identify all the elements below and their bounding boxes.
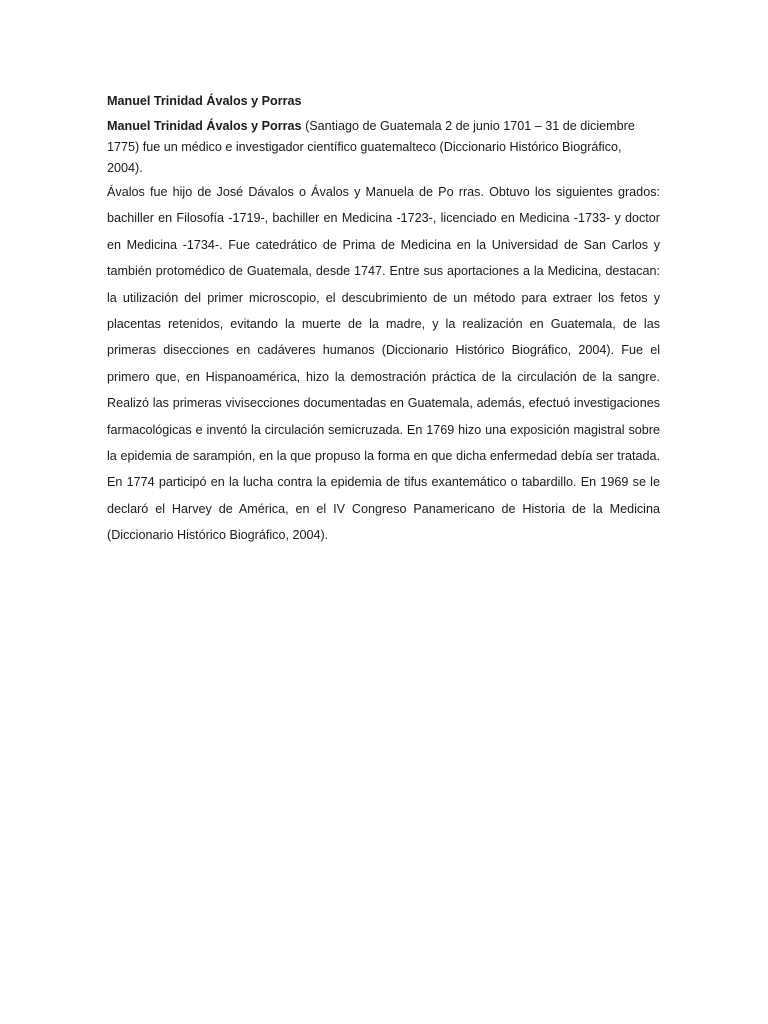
document-heading: Manuel Trinidad Ávalos y Porras bbox=[107, 94, 302, 108]
body-paragraph: Ávalos fue hijo de José Dávalos o Ávalos y Manuela de Po rras. Obtuvo los siguientes grados: bachiller en Filosofía -1719-, bachiller en Medicina -1723-, licenciado en Medicina -1733- y doctor en Medicina -1734-. Fue catedrático de Prima de Medicina en la Universidad de San Carlos y también protomédico de Guatemala, desde 1747. Entre sus aportaciones a la Medicina, destacan: la utilización del primer microscopio, el descubrimiento de un método para extraer los fetos y placentas retenidos, evitando la muerte de la madre, y la realización en Guatemala, de las primeras disecciones en cadáveres humanos (Diccionario Histórico Biográfico, 2004). Fue el primero que, en Hispanoamérica, hizo la demostración práctica de la circulación de la sangre. Realizó las primeras vivisecciones documentadas en Guatemala, además, efectuó investigaciones farmacológicas e inventó la circulación semicruzada. En 1769 hizo una exposición magistral sobre la epidemia de sarampión, en la que propuso la forma en que dicha enfermedad debía ser tratada. En 1774 participó en la lucha contra la epidemia de tifus exantemático o tabardillo. En 1969 se le declaró el Harvey de América, en el IV Congreso Panamericano de Historia de la Medicina (Diccionario Histórico Biográfico, 2004). bbox=[107, 185, 660, 543]
document-page bbox=[107, 92, 660, 549]
intro-paragraph bbox=[107, 116, 660, 179]
intro-bold-name: Manuel Trinidad Ávalos y Porras bbox=[107, 119, 302, 133]
intro-text: (Santiago de Guatemala 2 de junio 1701 – 31 de diciembre 1775) fue un médico e investigador científico guatemalteco (Diccionario Histórico Biográfico, 2004). bbox=[107, 119, 635, 175]
